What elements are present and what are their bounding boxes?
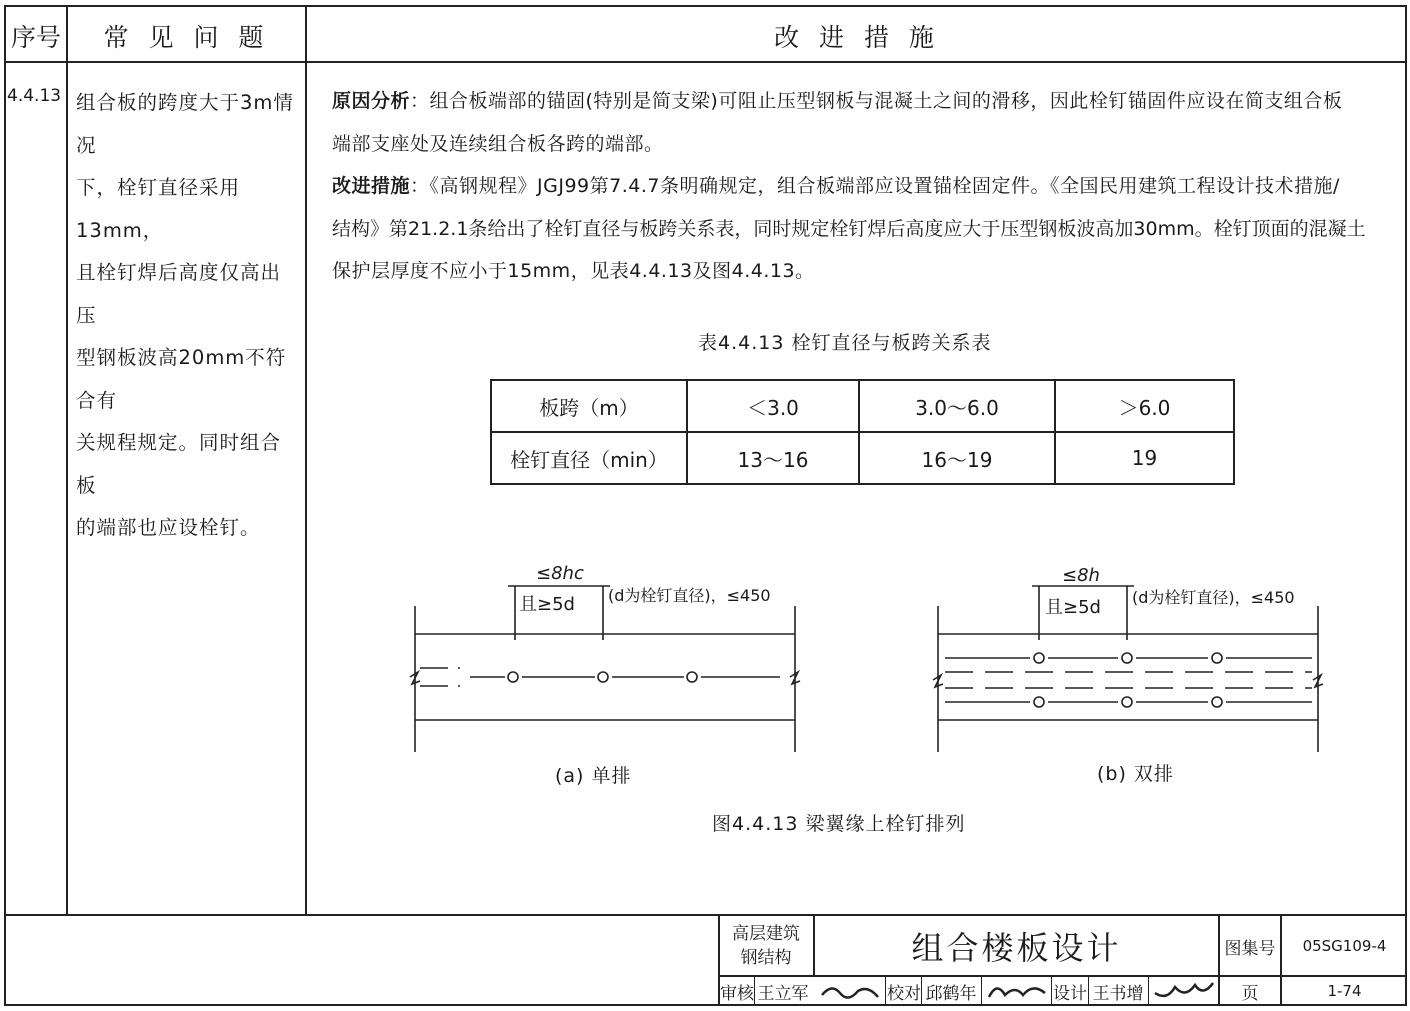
- improve-text-2: 结构》第21.2.1条给出了栓钉直径与板跨关系表，同时规定栓钉焊后高度应大于压型钢板波高加30mm。栓钉顶面的混凝土: [332, 217, 1366, 240]
- drawing-title: 组合楼板设计: [911, 929, 1122, 967]
- page-label: 页: [1241, 983, 1259, 1004]
- stud-icon: [598, 672, 608, 682]
- review-label: 审核: [720, 983, 754, 1004]
- series-name: 高层建筑钢结构: [732, 924, 800, 968]
- stud-icon: [1034, 697, 1044, 707]
- stud-icon: [687, 672, 697, 682]
- header-col-problem: 常 见 问 题: [103, 23, 270, 52]
- signature-icon: [1151, 979, 1215, 1003]
- design-name: 王书增: [1092, 983, 1144, 1004]
- dim-label-a-top: ≤8hc: [536, 563, 584, 584]
- dim-note-b: (d为栓钉直径)，≤450: [1132, 588, 1295, 607]
- tb-sig-divider: [921, 975, 922, 1006]
- tb-sig-divider: [1051, 975, 1052, 1006]
- cause-text-1: ：组合板端部的锚固(特别是简支梁)可阻止压型钢板与混凝土之间的滑移，因此栓钉锚固件应设在简支组合板: [410, 90, 1343, 112]
- stud-icon: [1122, 653, 1132, 663]
- stud-icon: [1122, 697, 1132, 707]
- design-label: 设计: [1053, 983, 1087, 1004]
- review-signature: [815, 977, 885, 1005]
- tb-sig-divider: [1148, 975, 1149, 1006]
- figure-label-b: (b) 双排: [1097, 763, 1174, 785]
- check-label: 校对: [887, 983, 921, 1004]
- atlas-number: 05SG109-4: [1302, 937, 1387, 955]
- tb-sig-divider: [754, 975, 755, 1006]
- problem-line: 型钢板波高20mm不符合有: [76, 346, 287, 412]
- cause-text-2: 端部支座处及连续组合板各跨的端部。: [332, 132, 664, 155]
- check-name: 邱鹤年: [925, 983, 977, 1004]
- atlas-label: 图集号: [1224, 938, 1276, 959]
- stud-icon: [1212, 653, 1222, 663]
- improve-text-1: ：《高钢规程》JGJ99第7.4.7条明确规定，组合板端部应设置锚栓固定件。《全国民用建筑工程设计技术措施/: [410, 175, 1340, 197]
- stud-icon: [1034, 653, 1044, 663]
- table-cell: 19: [1055, 432, 1234, 484]
- problem-line: 下，栓钉直径采用13mm，: [76, 176, 241, 242]
- check-signature: [983, 977, 1051, 1005]
- stud-icon: [1212, 697, 1222, 707]
- dim-note-a: (d为栓钉直径)，≤450: [608, 586, 771, 605]
- header-col-no: 序号: [10, 23, 61, 52]
- cause-label: 原因分析: [332, 90, 411, 112]
- table-cell: ＜3.0: [687, 380, 859, 432]
- figure-label-a: (a) 单排: [555, 765, 632, 787]
- design-signature: [1149, 977, 1217, 1005]
- table-cell: 16～19: [859, 432, 1055, 484]
- header-col-measure: 改 进 措 施: [774, 23, 940, 52]
- dim-label-a-lower: 且≥5d: [519, 594, 575, 615]
- table-cell: 3.0～6.0: [859, 380, 1055, 432]
- page-number: 1-74: [1327, 982, 1362, 1000]
- signature-icon: [985, 979, 1049, 1003]
- tb-sig-divider: [981, 975, 982, 1006]
- problem-line: 组合板的跨度大于3m情况: [76, 91, 294, 157]
- dim-label-b-lower: 且≥5d: [1045, 597, 1101, 618]
- figure-caption: 图4.4.13 梁翼缘上栓钉排列: [712, 813, 966, 835]
- problem-line: 关规程规定。同时组合板: [76, 431, 282, 497]
- tb-sig-divider: [1088, 975, 1089, 1006]
- review-name: 王立军: [757, 983, 809, 1004]
- dim-label-b-top: ≤8h: [1062, 565, 1100, 586]
- improve-label: 改进措施: [332, 175, 411, 197]
- problem-line: 的端部也应设栓钉。: [76, 516, 261, 539]
- table-cell: 栓钉直径（min）: [491, 432, 687, 484]
- improve-text-3: 保护层厚度不应小于15mm，见表4.4.13及图4.4.13。: [332, 260, 815, 282]
- tb-sig-divider: [885, 975, 886, 1006]
- signature-icon: [818, 979, 882, 1003]
- item-number: 4.4.13: [7, 86, 62, 106]
- problem-line: 且栓钉焊后高度仅高出压: [76, 261, 282, 327]
- table-cell: 板跨（m）: [491, 380, 687, 432]
- table-cell: 13～16: [687, 432, 859, 484]
- table-cell: ＞6.0: [1055, 380, 1234, 432]
- table-caption: 表4.4.13 栓钉直径与板跨关系表: [698, 332, 992, 354]
- stud-icon: [508, 672, 518, 682]
